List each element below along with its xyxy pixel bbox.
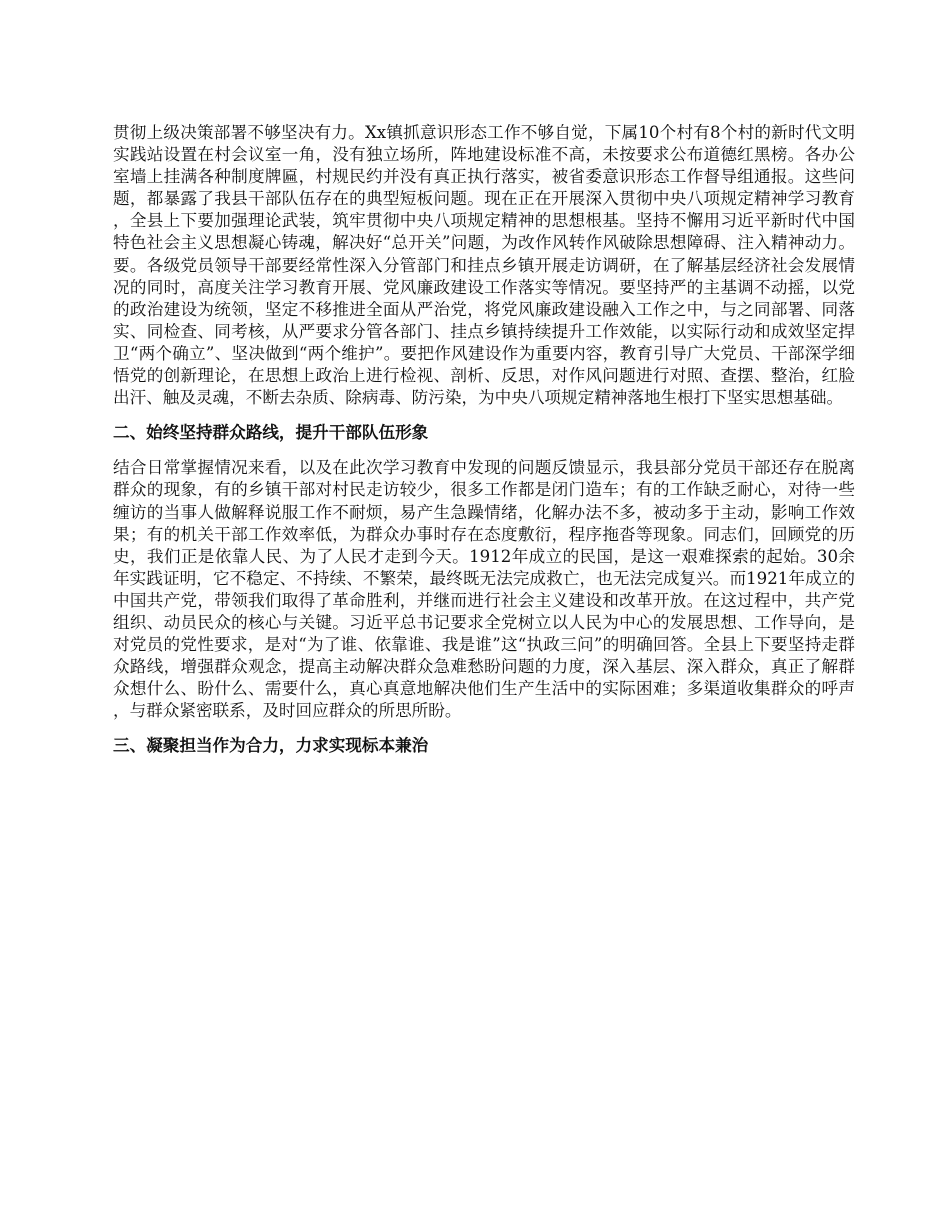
section-heading-3: 三、凝聚担当作为合力，力求实现标本兼治 bbox=[113, 735, 429, 756]
document-page bbox=[113, 122, 855, 757]
body-paragraph-2: 结合日常掌握情况来看，以及在此次学习教育中发现的问题反馈显示，我县部分党员干部还存在脱离群众的现象，有的乡镇干部对村民走访较少，很多工作都是闭门造车；有的工作缺乏耐心，对待一些缠访的当事人做解释说服工作不耐烦，易产生急躁情绪，化解办法不多，被动多于主动，影响工作效果；有的机关干部工作效率低，为群众办事时存在态度敷衍，程序拖沓等现象。同志们，回顾党的历史，我们正是依靠人民、为了人民才走到今天。1912年成立的民国，是这一艰难探索的起始。30余年实践证明，它不稳定、不持续、不繁荣，最终既无法完成救亡，也无法完成复兴。而1921年成立的中国共产党，带领我们取得了革命胜利，并继而进行社会主义建设和改革开放。在这过程中，共产党组织、动员民众的核心与关键。习近平总书记要求全党树立以人民为中心的发展思想、工作导向，是对党员的党性要求，是对“为了谁、依靠谁、我是谁”这“执政三问”的明确回答。全县上下要坚持走群众路线，增强群众观念，提高主动解决群众急难愁盼问题的力度，深入基层、深入群众，真正了解群众想什么、盼什么、需要什么，真心真意地解决他们生产生活中的实际困难；多渠道收集群众的呼声，与群众紧密联系，及时回应群众的所思所盼。 bbox=[113, 458, 855, 721]
section-heading-2: 二、始终坚持群众路线，提升干部队伍形象 bbox=[113, 422, 429, 443]
body-paragraph-1: 贯彻上级决策部署不够坚决有力。Xx镇抓意识形态工作不够自觉，下属10个村有8个村的新时代文明实践站设置在村会议室一角，没有独立场所，阵地建设标准不高，未按要求公布道德红黑榜。各办公室墙上挂满各种制度牌匾，村规民约并没有真正执行落实，被省委意识形态工作督导组通报。这些问题，都暴露了我县干部队伍存在的典型短板问题。现在正在开展深入贯彻中央八项规定精神学习教育，全县上下要加强理论武装，筑牢贯彻中央八项规定精神的思想根基。坚持不懈用习近平新时代中国特色社会主义思想凝心铸魂，解决好“总开关”问题，为改作风转作风破除思想障碍、注入精神动力。要。各级党员领导干部要经常性深入分管部门和挂点乡镇开展走访调研，在了解基层经济社会发展情况的同时，高度关注学习教育开展、党风廉政建设工作落实等情况。要坚持严的主基调不动摇，以党的政治建设为统领，坚定不移推进全面从严治党，将党风廉政建设融入工作之中，与之同部署、同落实、同检查、同考核，从严要求分管各部门、挂点乡镇持续提升工作效能，以实际行动和成效坚定捍卫“两个确立”、坚决做到“两个维护”。要把作风建设作为重要内容，教育引导广大党员、干部深学细悟党的创新理论，在思想上政治上进行检视、剖析、反思，对作风问题进行对照、查摆、整治，红脸出汗、触及灵魂，不断去杂质、除病毒、防污染，为中央八项规定精神落地生根打下坚实思想基础。 bbox=[113, 123, 855, 408]
